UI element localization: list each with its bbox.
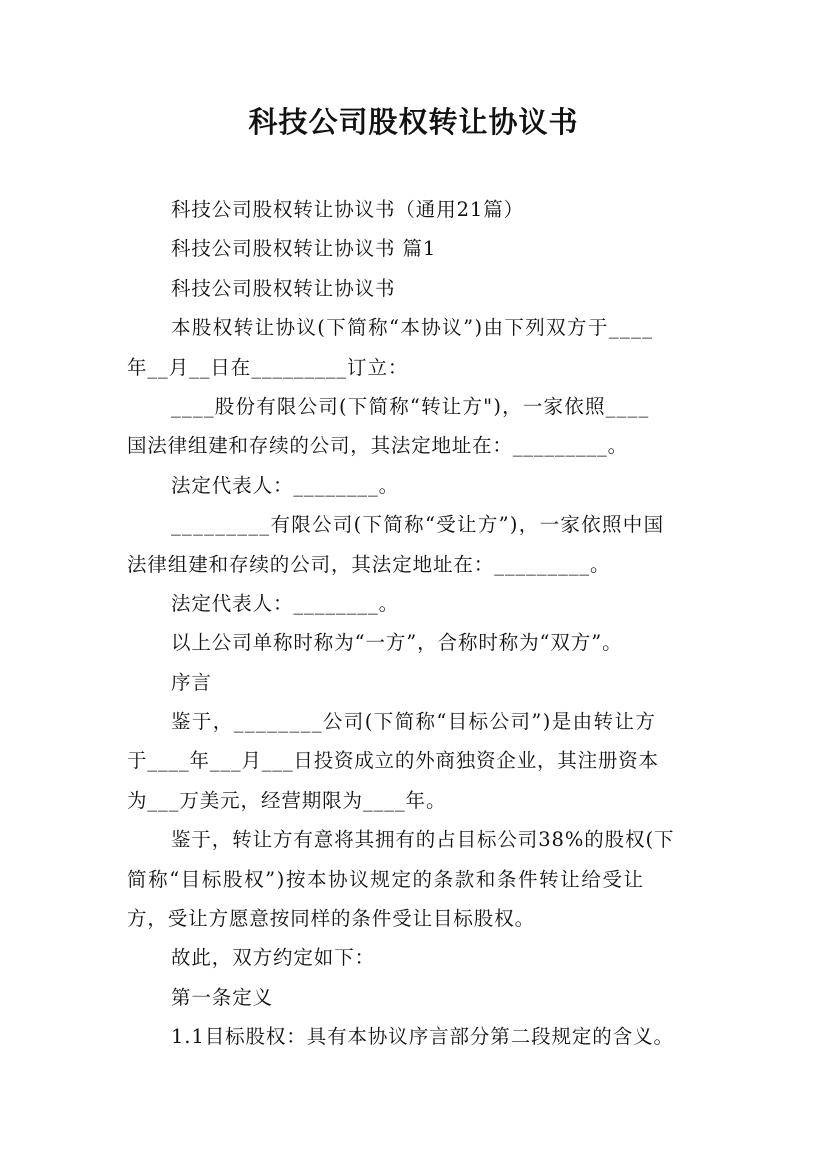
paragraph-line: ____股份有限公司(下简称“转让方")，一家依照____ [171, 394, 650, 418]
paragraph-line: 鉴于，________公司(下简称“目标公司”)是由转让方 [171, 710, 657, 734]
document-body [127, 190, 711, 1057]
paragraph-line: 鉴于，转让方有意将其拥有的占目标公司38%的股权(下 [171, 828, 675, 852]
paragraph-line: 国法律组建和存续的公司，其法定地址在：_________。 [127, 434, 628, 458]
paragraph-line: 年__月__日在_________订立： [127, 355, 409, 379]
paragraph-line: 第一条定义 [171, 985, 274, 1009]
paragraph-line: 科技公司股权转让协议书（通用21篇） [171, 198, 525, 221]
paragraph-line: 科技公司股权转让协议书 [171, 276, 396, 300]
paragraph-line: 1.1目标股权：具有本协议序言部分第二段规定的含义。 [171, 1025, 674, 1049]
document-title: 科技公司股权转让协议书 [248, 105, 579, 139]
paragraph-line: 简称“目标股权”)按本协议规定的条款和条件转让给受让 [127, 867, 645, 891]
paragraph-line: 序言 [171, 670, 212, 694]
paragraph-line: 以上公司单称时称为“一方”，合称时称为“双方”。 [171, 631, 623, 655]
paragraph-line: 于____年___月___日投资成立的外商独资企业，其注册资本 [127, 749, 659, 773]
paragraph-line: 法定代表人：________。 [171, 473, 400, 497]
paragraph-line: 故此，双方约定如下： [171, 946, 376, 970]
paragraph-line: 法律组建和存续的公司，其法定地址在：_________。 [127, 552, 611, 576]
paragraph-line: 本股权转让协议(下简称“本协议”)由下列双方于____ [171, 316, 654, 340]
paragraph-line: 方，受让方愿意按同样的条件受让目标股权。 [127, 907, 536, 931]
paragraph-line: 为___万美元，经营期限为____年。 [127, 788, 447, 812]
paragraph-line: _________有限公司(下简称“受让方”)，一家依照中国 [171, 513, 665, 537]
paragraph-line: 法定代表人：________。 [171, 591, 400, 615]
paragraph-line: 科技公司股权转让协议书 篇1 [171, 237, 437, 261]
